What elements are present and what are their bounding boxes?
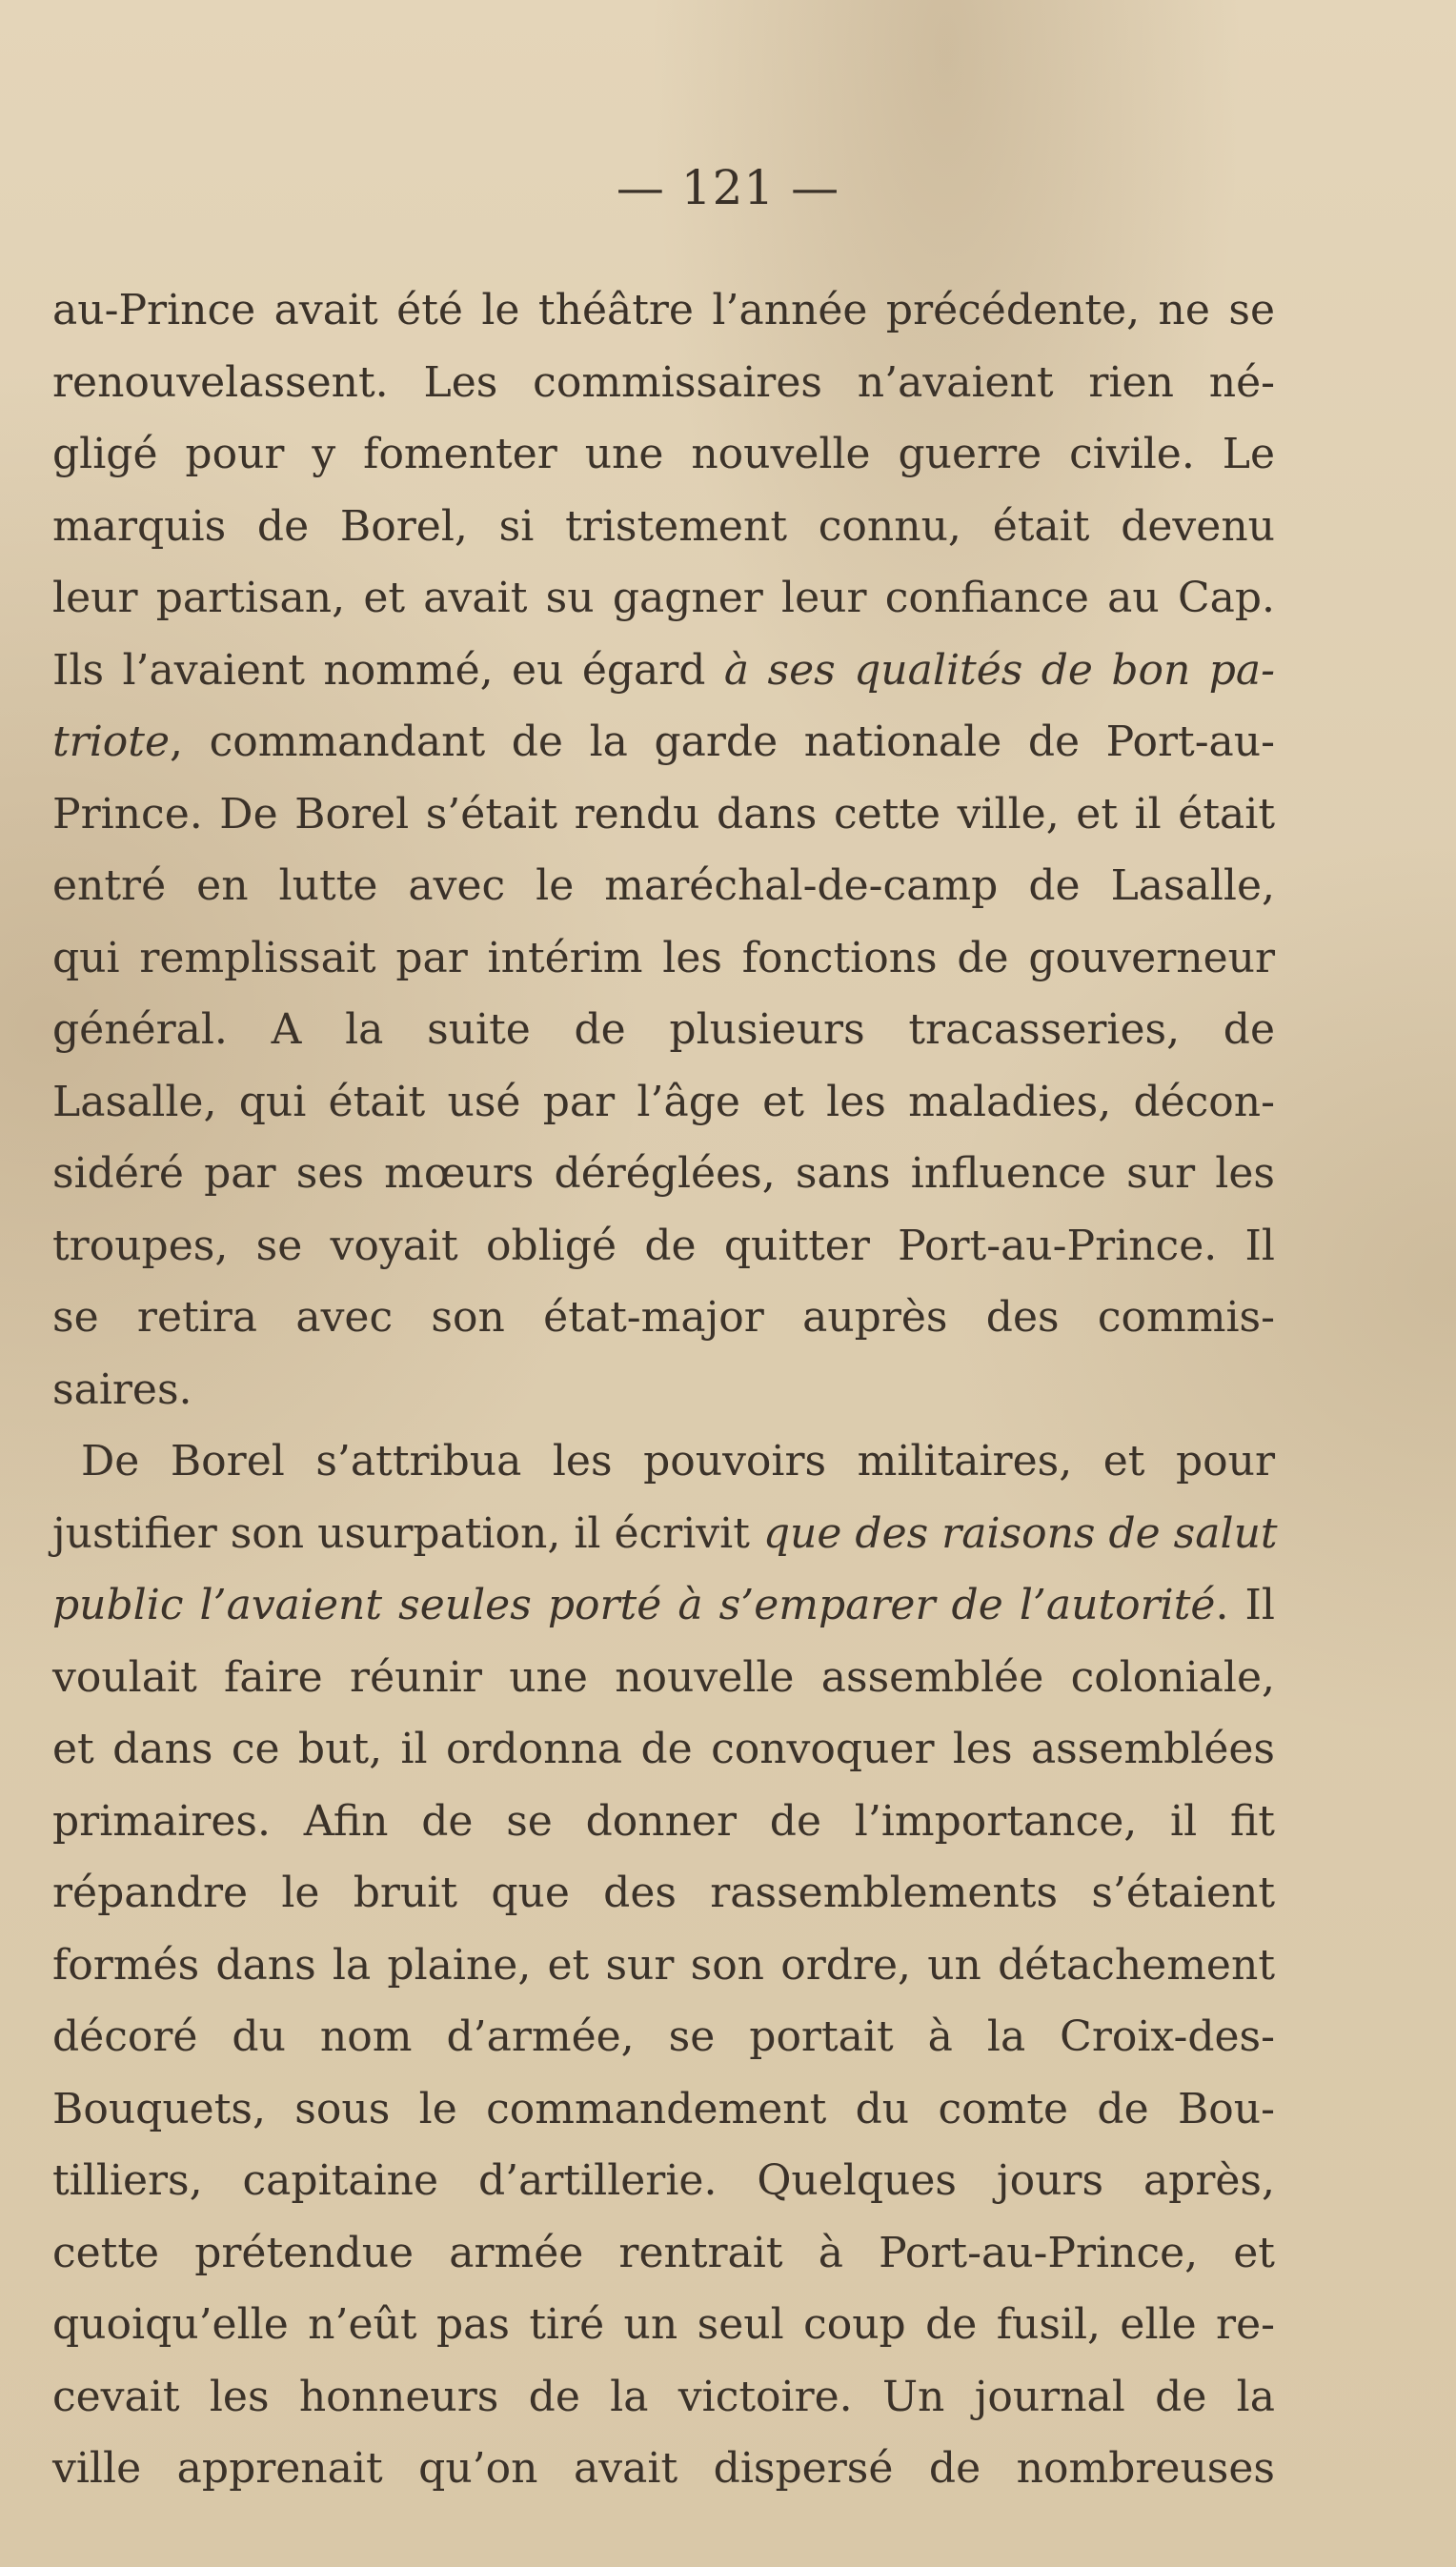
text-line: au-Prince avait été le théâtre l’année précédente, ne se [52, 286, 1275, 334]
text-line: saires. [52, 1364, 192, 1414]
italic-text: public l’avaient seules porté à s’emparer de l’autorité [52, 1581, 1216, 1629]
italic-text: à ses qualités de bon pa- [723, 645, 1275, 695]
text-line: décoré du nom d’armée, se portait à la Croix-des- [52, 2012, 1275, 2061]
italic-text: triote [52, 718, 170, 766]
text-line: troupes, se voyait obligé de quitter Port-au-Prince. Il [52, 1221, 1275, 1270]
text-line: renouvelassent. Les commissaires n’avaient rien né- [52, 357, 1275, 407]
text-line: formés dans la plaine, et sur son ordre, un détachement [52, 1940, 1275, 1990]
text-line: répandre le bruit que des rassemblements s’étaient [52, 1869, 1275, 1917]
text-line: voulait faire réunir une nouvelle assemblée coloniale, [52, 1652, 1275, 1702]
text-line: qui remplissait par intérim les fonctions de gouverneur [52, 933, 1275, 982]
text-line: De Borel s’attribua les pouvoirs militaires, et pour [81, 1437, 1275, 1486]
text-line: général. A la suite de plusieurs tracasseries, de [52, 1005, 1275, 1054]
text-line: cevait les honneurs de la victoire. Un journal de la [52, 2372, 1275, 2421]
text-line: ville apprenait qu’on avait dispersé de nombreuses [52, 2444, 1275, 2493]
italic-text: que des raisons de salut [762, 1508, 1278, 1558]
body-text [52, 274, 1278, 2505]
text-line: Lasalle, qui était usé par l’âge et les maladies, décon- [52, 1077, 1275, 1126]
text-line: sidéré par ses mœurs déréglées, sans influence sur les [52, 1149, 1275, 1198]
text-line: entré en lutte avec le maréchal-de-camp de Lasalle, [52, 861, 1275, 910]
text-line: tilliers, capitaine d’artillerie. Quelques jours après, [52, 2156, 1275, 2205]
text-line: Ils l’avaient nommé, eu égard à ses qualités de bon pa- [52, 645, 1275, 695]
text-line: primaires. Afin de se donner de l’importance, il fit [52, 1796, 1275, 1846]
text-line: triote, commandant de la garde nationale de Port-au- [52, 718, 1275, 766]
text-line: Prince. De Borel s’était rendu dans cette ville, et il était [52, 789, 1275, 839]
text-line: gligé pour y fomenter une nouvelle guerre civile. Le [52, 430, 1275, 478]
text-line: leur partisan, et avait su gagner leur confiance au Cap. [52, 574, 1275, 622]
text-line: marquis de Borel, si tristement connu, était devenu [52, 501, 1275, 551]
text-line: et dans ce but, il ordonna de convoquer les assemblées [52, 1725, 1275, 1773]
page-number: — 121 — [616, 160, 840, 215]
text-line: justifier son usurpation, il écrivit que des raisons de salut [52, 1508, 1278, 1558]
text-line: Bouquets, sous le commandement du comte de Bou- [52, 2084, 1275, 2133]
text-line: public l’avaient seules porté à s’emparer de l’autorité. Il [52, 1581, 1276, 1629]
text-line: quoiqu’elle n’eût pas tiré un seul coup de fusil, elle re- [52, 2300, 1275, 2349]
text-line: se retira avec son état-major auprès des commis- [52, 1293, 1275, 1342]
text-line: cette prétendue armée rentrait à Port-au-Prince, et [52, 2228, 1275, 2277]
